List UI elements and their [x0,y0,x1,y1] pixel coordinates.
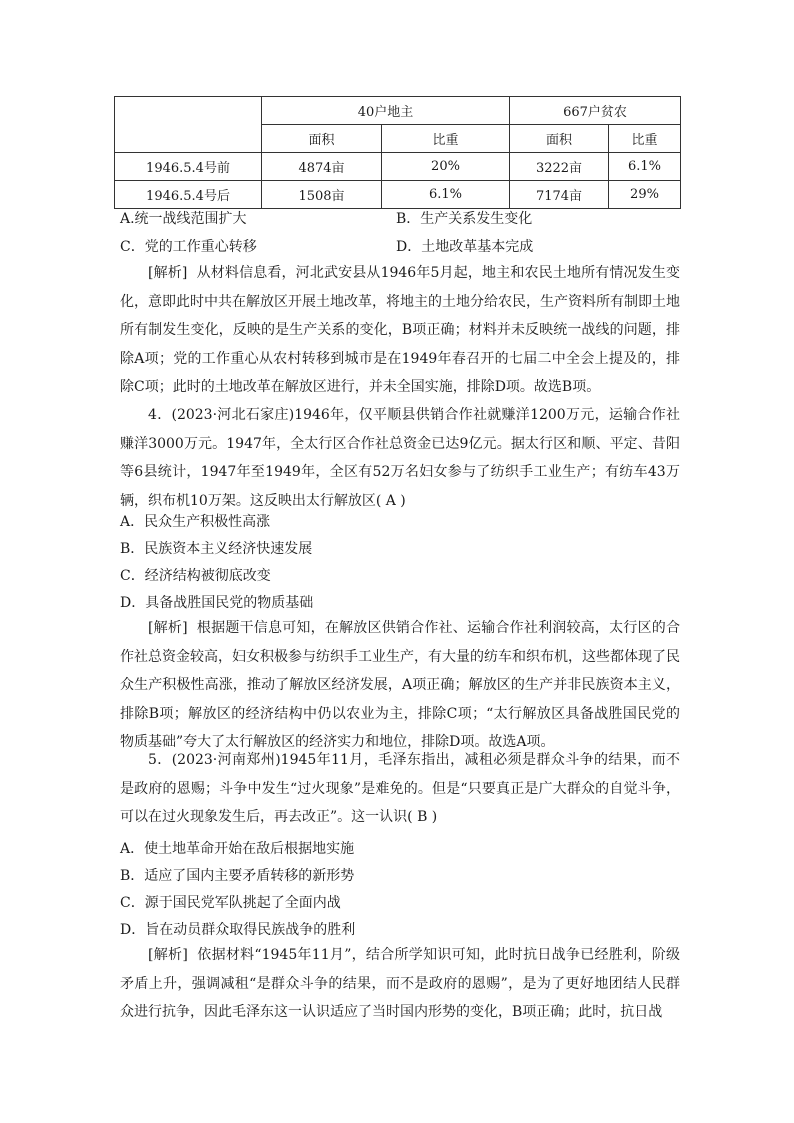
table-cell: 29% [609,181,681,209]
analysis-tag: [解析] [148,947,188,963]
table-cell: 3222亩 [510,153,609,181]
q4-analysis [120,614,680,757]
table-cell: 6.1% [609,153,681,181]
q3-options-row-2 [120,236,534,256]
table-cell: 20% [382,153,510,181]
q4-option-c: C．经济结构被彻底改变 [120,568,271,584]
table-group-header: 667户贫农 [510,97,681,125]
q3-option-b: B．生产关系发生变化 [396,211,533,227]
q5-analysis [120,941,680,1027]
table-cell: 7174亩 [510,181,609,209]
analysis-text: 从材料信息看，河北武安县从1946年5月起，地主和农民土地所有情况发生变化，意即此时中共在解放区开展土地改革，将地主的土地分给农民，生产资料所有制即土地所有制发生变化，反映的是生产关系的变化，B项正确；材料并未反映统一战线的问题，排除A项；党的工作重心从农村转移到城市是在1949年春召开的七届二中全会上提及的，排除C项；此时的土地改革在解放区进行，并未全国实施，排除D项。故选B项。 [120,265,680,395]
table-row [115,153,681,181]
question-text: 4．(2023·河北石家庄)1946年，仅平顺县供销合作社就赚洋1200万元，运输合作社赚洋3000万元。1947年，全太行区合作社总资金已达9亿元。据太行区和顺、平定、昔阳等6县统计，1947年至1949年，全区有52万名妇女参与了纺织手工业生产；有纺车43万辆，织布机10万架。这反映出太行解放区( A ) [120,407,680,509]
q3-options-row-1 [120,208,533,228]
table-header-row [115,97,681,125]
q5-option-d: D．旨在动员群众取得民族战争的胜利 [120,922,356,938]
table-row-label: 1946.5.4号后 [115,181,262,209]
analysis-tag: [解析] [148,620,188,636]
q4-option-d: D．具备战胜国民党的物质基础 [120,595,314,611]
table-cell: 4874亩 [262,153,382,181]
table-subheader: 比重 [382,125,510,153]
table-group-header: 40户地主 [262,97,510,125]
table-cell: 1508亩 [262,181,382,209]
q4-option-a: A．民众生产积极性高涨 [120,514,271,530]
q3-option-d: D．土地改革基本完成 [396,239,534,255]
table-row-label: 1946.5.4号前 [115,153,262,181]
table-subheader: 面积 [262,125,382,153]
land-ownership-table [114,96,681,209]
q3-option-a: A.统一战线范围扩大 [120,211,247,227]
q5-stem [120,746,680,832]
q5-option-b: B．适应了国内主要矛盾转移的新形势 [120,868,355,884]
q3-analysis [120,259,680,402]
q4-stem [120,401,680,515]
table-row [115,181,681,209]
analysis-text: 依据材料“1945年11月”，结合所学知识可知，此时抗日战争已经胜利，阶级矛盾上升，强调减租“是群众斗争的结果，而不是政府的恩赐”，是为了更好地团结人民群众进行抗争，因此毛泽东这一认识适应了当时国内形势的变化，B项正确；此时，抗日战 [120,947,680,1020]
q5-option-a: A．使土地革命开始在敌后根据地实施 [120,841,355,857]
analysis-tag: [解析] [148,265,188,281]
table-subheader: 面积 [510,125,609,153]
table-corner-cell [115,97,262,153]
question-text: 5．(2023·河南郑州)1945年11月，毛泽东指出，减租必须是群众斗争的结果，而不是政府的恩赐；斗争中发生“过火现象”是难免的。但是“只要真正是广大群众的自觉斗争，可以在过火现象发生后，再去改正”。这一认识( B ) [120,752,680,825]
q5-option-c: C．源于国民党军队挑起了全面内战 [120,895,341,911]
analysis-text: 根据题干信息可知，在解放区供销合作社、运输合作社利润较高，太行区的合作社总资金较高，妇女积极参与纺织手工业生产，有大量的纺车和织布机，这些都体现了民众生产积极性高涨，推动了解放区经济发展，A项正确；解放区的生产并非民族资本主义，排除B项；解放区的经济结构中仍以农业为主，排除C项；“太行解放区具备战胜国民党的物质基础”夸大了太行解放区的经济实力和地位，排除D项。故选A项。 [120,620,681,750]
table-subheader: 比重 [609,125,681,153]
table-cell: 6.1% [382,181,510,209]
q4-option-b: B．民族资本主义经济快速发展 [120,541,313,557]
q3-option-c: C．党的工作重心转移 [120,239,257,255]
